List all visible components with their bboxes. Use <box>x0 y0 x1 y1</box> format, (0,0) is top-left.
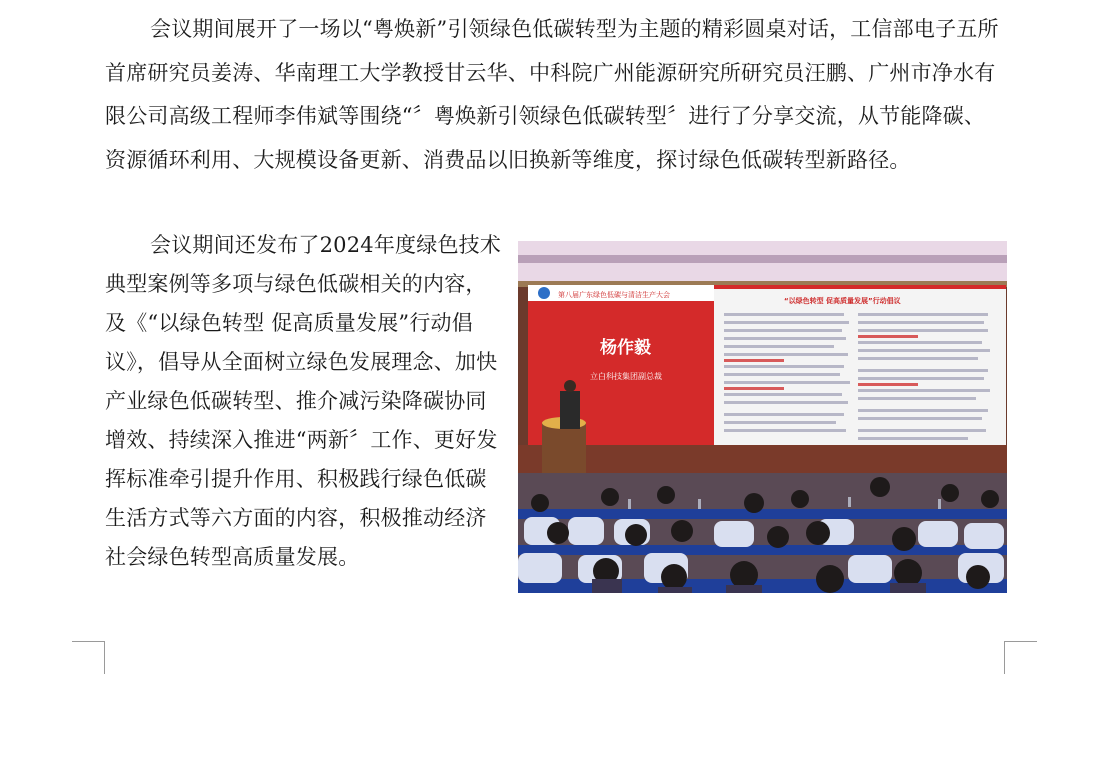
speaker-title: 立白科技集团副总裁 <box>590 372 662 381</box>
banner-text: 第八届广东绿色低碳与清洁生产大会 <box>558 291 670 299</box>
paragraph-roundtable: 会议期间展开了一场以“粤焕新”引领绿色低碳转型为主题的精彩圆桌对话，工信部电子五所首席研究员姜涛、华南理工大学教授甘云华、中科院广州能源研究所研究员汪鹏、广州市净水有限公司高级工程师李伟斌等围绕“〞粤焕新引领绿色低碳转型〞进行了分享交流，从节能降碳、资源循环利用、大规模设备更新、消费品以旧换新等维度，探讨绿色低碳转型新路径。 <box>105 17 999 172</box>
paragraph-initiative: 会议期间还发布了2024年度绿色技术典型案例等多项与绿色低碳相关的内容，及《“以绿色转型 促高质量发展”行动倡议》，倡导从全面树立绿色发展理念、加快产业绿色低碳转型、推介减污染降碳协同增效、持续深入推进“两新〞工作、更好发挥标准牵引提升作用、积极践行绿色低碳生活方式等六方面的内容，积极推动经济社会绿色转型高质量发展。 <box>105 233 502 569</box>
conference-photo <box>518 241 1007 593</box>
crop-mark-left <box>72 641 105 674</box>
right-screen <box>714 285 1006 450</box>
initiative-heading: “以绿色转型 促高质量发展”行动倡议 <box>784 297 901 305</box>
speaker-name: 杨作毅 <box>600 338 651 358</box>
crop-mark-right <box>1004 641 1037 674</box>
